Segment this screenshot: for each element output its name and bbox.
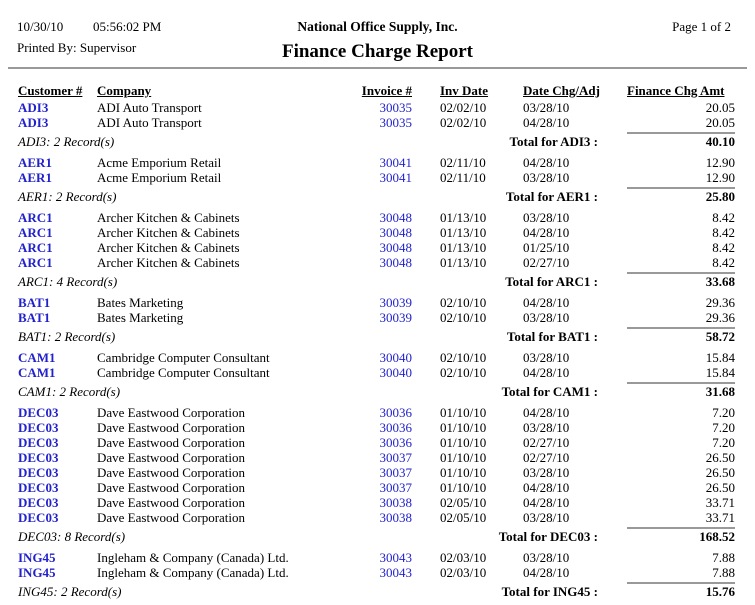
inv-date-cell: 02/03/10: [440, 550, 487, 565]
report-row: [0, 100, 755, 115]
record-count: DEC03: 8 Record(s): [18, 529, 126, 544]
record-count: CAM1: 2 Record(s): [18, 384, 121, 399]
inv-date-cell: 01/10/10: [440, 435, 487, 450]
invoice-number-link[interactable]: 30035: [379, 100, 412, 115]
customer-code-link[interactable]: DEC03: [18, 420, 59, 435]
company-cell: Ingleham & Company (Canada) Ltd.: [97, 550, 289, 565]
invoice-number-link[interactable]: 30048: [379, 225, 412, 240]
date-chg-adj-cell: 04/28/10: [523, 495, 570, 510]
finance-chg-amt-cell: 15.84: [705, 350, 735, 365]
group-total-label: Total for ADI3 :: [509, 134, 598, 149]
group-total-amount: 58.72: [705, 329, 735, 344]
record-count: BAT1: 2 Record(s): [18, 329, 116, 344]
date-chg-adj-cell: 03/28/10: [523, 100, 570, 115]
company-cell: Dave Eastwood Corporation: [97, 450, 246, 465]
report-row: [0, 565, 755, 580]
column-header-row: [0, 83, 755, 99]
finance-chg-amt-cell: 20.05: [705, 115, 735, 130]
page-indicator: Page 1 of 2: [672, 19, 731, 34]
report-row: [0, 310, 755, 325]
invoice-number-link[interactable]: 30036: [379, 435, 412, 450]
company-cell: Dave Eastwood Corporation: [97, 480, 246, 495]
date-chg-adj-cell: 04/28/10: [523, 480, 570, 495]
finance-chg-amt-cell: 33.71: [705, 495, 735, 510]
company-cell: Bates Marketing: [97, 295, 184, 310]
invoice-number-link[interactable]: 30037: [379, 480, 412, 495]
group-total-label: Total for ARC1 :: [505, 274, 598, 289]
customer-code-link[interactable]: DEC03: [18, 480, 59, 495]
customer-code-link[interactable]: ARC1: [18, 240, 53, 255]
finance-chg-amt-cell: 26.50: [705, 480, 735, 495]
group-total-label: Total for DEC03 :: [498, 529, 598, 544]
company-cell: Archer Kitchen & Cabinets: [97, 240, 240, 255]
report-row: [0, 155, 755, 170]
column-header-customer: Customer #: [18, 83, 83, 98]
date-chg-adj-cell: 03/28/10: [523, 210, 570, 225]
column-header-inv-date: Inv Date: [440, 83, 489, 98]
inv-date-cell: 01/10/10: [440, 420, 487, 435]
report-row: [0, 420, 755, 435]
inv-date-cell: 01/10/10: [440, 465, 487, 480]
customer-code-link[interactable]: DEC03: [18, 450, 59, 465]
finance-chg-amt-cell: 7.88: [712, 565, 735, 580]
company-cell: Dave Eastwood Corporation: [97, 420, 246, 435]
record-count: ADI3: 2 Record(s): [18, 134, 115, 149]
company-cell: Ingleham & Company (Canada) Ltd.: [97, 565, 289, 580]
finance-chg-amt-cell: 12.90: [705, 170, 735, 185]
customer-code-link[interactable]: ING45: [18, 550, 56, 565]
report-row: [0, 510, 755, 525]
report-row: [0, 365, 755, 380]
invoice-number-link[interactable]: 30043: [379, 550, 412, 565]
company-cell: Cambridge Computer Consultant: [97, 350, 270, 365]
group-total-amount: 31.68: [705, 384, 735, 399]
customer-code-link[interactable]: BAT1: [18, 310, 51, 325]
finance-chg-amt-cell: 8.42: [712, 225, 735, 240]
inv-date-cell: 01/13/10: [440, 210, 487, 225]
date-chg-adj-cell: 03/28/10: [523, 420, 570, 435]
customer-code-link[interactable]: ADI3: [18, 100, 49, 115]
report-row: [0, 480, 755, 495]
customer-code-link[interactable]: AER1: [18, 170, 52, 185]
report-row: [0, 240, 755, 255]
date-chg-adj-cell: 03/28/10: [523, 170, 570, 185]
report-row: [0, 170, 755, 185]
inv-date-cell: 02/10/10: [440, 310, 487, 325]
group-summary-row: [0, 380, 755, 401]
inv-date-cell: 02/11/10: [440, 170, 486, 185]
finance-chg-amt-cell: 8.42: [712, 255, 735, 270]
finance-chg-amt-cell: 7.20: [712, 420, 735, 435]
customer-code-link[interactable]: ARC1: [18, 255, 53, 270]
customer-code-link[interactable]: DEC03: [18, 405, 59, 420]
record-count: ING45: 2 Record(s): [18, 584, 122, 599]
inv-date-cell: 02/02/10: [440, 115, 487, 130]
group-summary-row: [0, 525, 755, 546]
date-chg-adj-cell: 04/28/10: [523, 225, 570, 240]
print-date: 10/30/10: [17, 19, 64, 34]
company-cell: Acme Emporium Retail: [97, 170, 222, 185]
invoice-number-link[interactable]: 30041: [379, 170, 412, 185]
finance-chg-amt-cell: 7.20: [712, 405, 735, 420]
inv-date-cell: 02/10/10: [440, 295, 487, 310]
customer-code-link[interactable]: ADI3: [18, 115, 49, 130]
inv-date-cell: 02/05/10: [440, 510, 487, 525]
invoice-number-link[interactable]: 30043: [379, 565, 412, 580]
customer-group: [0, 295, 755, 346]
company-cell: Archer Kitchen & Cabinets: [97, 255, 240, 270]
inv-date-cell: 01/13/10: [440, 240, 487, 255]
company-cell: Dave Eastwood Corporation: [97, 405, 246, 420]
group-total-amount: 168.52: [699, 529, 735, 544]
group-summary-row: [0, 325, 755, 346]
finance-chg-amt-cell: 8.42: [712, 240, 735, 255]
report-row: [0, 350, 755, 365]
customer-group: [0, 155, 755, 206]
company-cell: Dave Eastwood Corporation: [97, 510, 246, 525]
date-chg-adj-cell: 03/28/10: [523, 350, 570, 365]
date-chg-adj-cell: 03/28/10: [523, 465, 570, 480]
report-row: [0, 255, 755, 270]
company-cell: ADI Auto Transport: [97, 100, 202, 115]
group-summary-row: [0, 270, 755, 291]
group-total-label: Total for AER1 :: [505, 189, 598, 204]
customer-group: [0, 210, 755, 291]
inv-date-cell: 02/11/10: [440, 155, 486, 170]
finance-chg-amt-cell: 15.84: [705, 365, 735, 380]
customer-code-link[interactable]: ARC1: [18, 225, 53, 240]
inv-date-cell: 01/13/10: [440, 255, 487, 270]
company-name: National Office Supply, Inc.: [297, 19, 458, 34]
date-chg-adj-cell: 02/27/10: [523, 435, 570, 450]
company-cell: Dave Eastwood Corporation: [97, 465, 246, 480]
report-row: [0, 465, 755, 480]
customer-code-link[interactable]: DEC03: [18, 510, 59, 525]
record-count: ARC1: 4 Record(s): [18, 274, 118, 289]
date-chg-adj-cell: 04/28/10: [523, 155, 570, 170]
finance-chg-amt-cell: 7.20: [712, 435, 735, 450]
date-chg-adj-cell: 03/28/10: [523, 310, 570, 325]
invoice-number-link[interactable]: 30037: [379, 465, 412, 480]
report-row: [0, 405, 755, 420]
inv-date-cell: 02/02/10: [440, 100, 487, 115]
report-row: [0, 495, 755, 510]
record-count: AER1: 2 Record(s): [18, 189, 117, 204]
group-total-amount: 33.68: [705, 274, 735, 289]
invoice-number-link[interactable]: 30038: [379, 495, 412, 510]
group-total-label: Total for BAT1 :: [506, 329, 598, 344]
date-chg-adj-cell: 04/28/10: [523, 565, 570, 580]
date-chg-adj-cell: 01/25/10: [523, 240, 570, 255]
invoice-number-link[interactable]: 30040: [379, 365, 412, 380]
inv-date-cell: 01/10/10: [440, 405, 487, 420]
inv-date-cell: 02/03/10: [440, 565, 487, 580]
group-total-amount: 25.80: [705, 189, 735, 204]
group-total-amount: 15.76: [705, 584, 735, 599]
customer-code-link[interactable]: DEC03: [18, 465, 59, 480]
invoice-number-link[interactable]: 30036: [379, 405, 412, 420]
customer-code-link[interactable]: ING45: [18, 565, 56, 580]
invoice-number-link[interactable]: 30041: [379, 155, 412, 170]
company-cell: Archer Kitchen & Cabinets: [97, 225, 240, 240]
group-total-amount: 40.10: [705, 134, 735, 149]
invoice-number-link[interactable]: 30040: [379, 350, 412, 365]
company-cell: Cambridge Computer Consultant: [97, 365, 270, 380]
printed-by: Printed By: Supervisor: [17, 40, 137, 55]
column-header-company: Company: [97, 83, 152, 98]
finance-chg-amt-cell: 7.88: [712, 550, 735, 565]
customer-code-link[interactable]: CAM1: [18, 365, 56, 380]
inv-date-cell: 01/10/10: [440, 450, 487, 465]
finance-chg-amt-cell: 20.05: [705, 100, 735, 115]
invoice-number-link[interactable]: 30048: [379, 255, 412, 270]
company-cell: Archer Kitchen & Cabinets: [97, 210, 240, 225]
report-row: [0, 450, 755, 465]
report-row: [0, 435, 755, 450]
date-chg-adj-cell: 04/28/10: [523, 365, 570, 380]
column-header-finance-chg-amt: Finance Chg Amt: [627, 83, 725, 98]
invoice-number-link[interactable]: 30048: [379, 240, 412, 255]
finance-chg-amt-cell: 33.71: [705, 510, 735, 525]
finance-chg-amt-cell: 26.50: [705, 450, 735, 465]
report-body: [0, 100, 755, 605]
report-title: Finance Charge Report: [281, 41, 474, 62]
finance-chg-amt-cell: 12.90: [705, 155, 735, 170]
group-total-label: Total for CAM1 :: [501, 384, 598, 399]
customer-group: [0, 350, 755, 401]
company-cell: Dave Eastwood Corporation: [97, 495, 246, 510]
report-row: [0, 550, 755, 565]
column-header-date-chg-adj: Date Chg/Adj: [523, 83, 600, 98]
date-chg-adj-cell: 02/27/10: [523, 450, 570, 465]
customer-code-link[interactable]: ARC1: [18, 210, 53, 225]
inv-date-cell: 02/05/10: [440, 495, 487, 510]
company-cell: Acme Emporium Retail: [97, 155, 222, 170]
invoice-number-link[interactable]: 30048: [379, 210, 412, 225]
date-chg-adj-cell: 02/27/10: [523, 255, 570, 270]
print-time: 05:56:02 PM: [93, 19, 162, 34]
group-total-label: Total for ING45 :: [501, 584, 598, 599]
date-chg-adj-cell: 04/28/10: [523, 405, 570, 420]
report-row: [0, 115, 755, 130]
inv-date-cell: 01/13/10: [440, 225, 487, 240]
invoice-number-link[interactable]: 30035: [379, 115, 412, 130]
company-cell: Dave Eastwood Corporation: [97, 435, 246, 450]
header-rule: [8, 67, 747, 69]
customer-code-link[interactable]: CAM1: [18, 350, 56, 365]
customer-group: [0, 550, 755, 601]
customer-group: [0, 100, 755, 151]
finance-chg-amt-cell: 29.36: [705, 310, 735, 325]
invoice-number-link[interactable]: 30038: [379, 510, 412, 525]
invoice-number-link[interactable]: 30036: [379, 420, 412, 435]
finance-chg-amt-cell: 8.42: [712, 210, 735, 225]
invoice-number-link[interactable]: 30039: [379, 310, 412, 325]
date-chg-adj-cell: 03/28/10: [523, 550, 570, 565]
customer-code-link[interactable]: DEC03: [18, 435, 59, 450]
customer-code-link[interactable]: DEC03: [18, 495, 59, 510]
finance-chg-amt-cell: 29.36: [705, 295, 735, 310]
company-cell: ADI Auto Transport: [97, 115, 202, 130]
group-summary-row: [0, 185, 755, 206]
column-header-invoice: Invoice #: [361, 83, 412, 98]
report-row: [0, 210, 755, 225]
date-chg-adj-cell: 04/28/10: [523, 115, 570, 130]
customer-code-link[interactable]: AER1: [18, 155, 52, 170]
customer-group: [0, 405, 755, 546]
group-summary-row: [0, 130, 755, 151]
customer-code-link[interactable]: BAT1: [18, 295, 51, 310]
report-row: [0, 295, 755, 310]
date-chg-adj-cell: 04/28/10: [523, 295, 570, 310]
report-row: [0, 225, 755, 240]
inv-date-cell: 01/10/10: [440, 480, 487, 495]
group-summary-row: [0, 580, 755, 601]
inv-date-cell: 02/10/10: [440, 365, 487, 380]
date-chg-adj-cell: 03/28/10: [523, 510, 570, 525]
invoice-number-link[interactable]: 30039: [379, 295, 412, 310]
company-cell: Bates Marketing: [97, 310, 184, 325]
inv-date-cell: 02/10/10: [440, 350, 487, 365]
finance-chg-amt-cell: 26.50: [705, 465, 735, 480]
invoice-number-link[interactable]: 30037: [379, 450, 412, 465]
